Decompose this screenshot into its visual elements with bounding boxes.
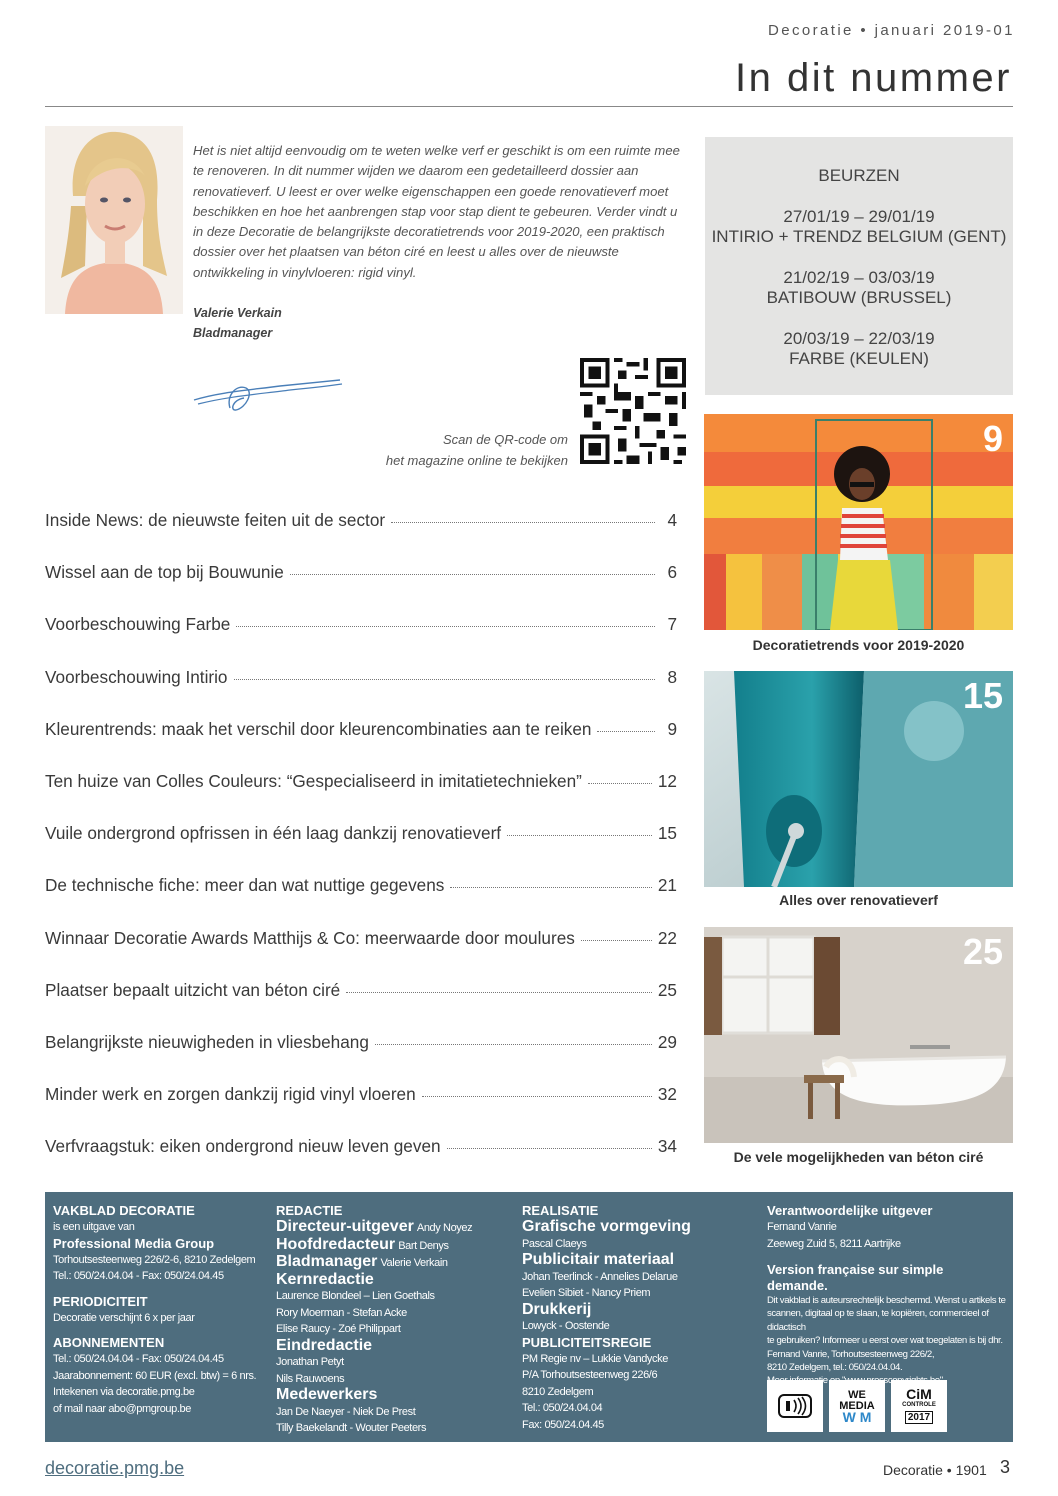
colophon-heading: REDACTIE <box>276 1203 343 1218</box>
toc-title: Voorbeschouwing Intirio <box>45 666 228 687</box>
toc-leader <box>581 940 652 941</box>
fair-name: BATIBOUW (BRUSSEL) <box>766 288 952 307</box>
colophon-publisher <box>53 1203 273 1417</box>
colophon-line: Zeeweg Zuid 5, 8211 Aartrijke <box>767 1237 901 1250</box>
toc-entry[interactable] <box>45 1084 677 1136</box>
toc-page: 22 <box>657 927 677 948</box>
colophon-heading: ABONNEMENTEN <box>53 1335 165 1350</box>
colophon-role: Bladmanager <box>276 1253 378 1270</box>
colophon-line: Fax: 050/24.04.45 <box>522 1418 604 1431</box>
toc-page: 15 <box>657 823 677 844</box>
partner-logos <box>767 1380 947 1432</box>
colophon-line: PM Regie nv – Lukkie Vandycke <box>522 1352 668 1365</box>
toc-page: 21 <box>657 875 677 896</box>
logo-text: CiM <box>906 1385 932 1402</box>
toc-title: Belangrijkste nieuwigheden in vliesbehang <box>45 1031 369 1052</box>
qr-caption-line: het magazine online te bekijken <box>385 452 568 468</box>
colophon-role: Directeur-uitgever <box>276 1218 414 1235</box>
page-title: In dit nummer <box>734 56 1012 100</box>
toc-page: 29 <box>657 1031 677 1052</box>
logo-text: WE <box>848 1388 866 1401</box>
toc-leader <box>236 626 655 627</box>
toc-page: 8 <box>667 666 677 687</box>
toc-page: 32 <box>657 1084 677 1105</box>
toc-entry[interactable] <box>45 1032 677 1084</box>
colophon-heading: VAKBLAD DECORATIE <box>53 1203 195 1218</box>
colophon-heading: PUBLICITEITSREGIE <box>522 1334 652 1350</box>
colophon-line: Elise Raucy - Zoé Philippart <box>276 1323 401 1335</box>
colophon-legal <box>767 1203 1007 1388</box>
colophon-line: is een uitgave van <box>53 1221 135 1233</box>
colophon-line: Rory Moerman - Stefan Acke <box>276 1306 407 1319</box>
feature-page-number: 15 <box>962 675 1003 716</box>
fair-dates: 27/01/19 – 29/01/19 <box>783 206 935 226</box>
fair-dates: 21/02/19 – 03/03/19 <box>783 267 935 287</box>
copyright-logo <box>767 1380 823 1432</box>
toc-title: Ten huize van Colles Couleurs: “Gespecialiseerd in imitatietechnieken” <box>45 770 582 791</box>
page-number: 3 <box>1000 1457 1011 1477</box>
colophon-line: Decoratie verschijnt 6 x per jaar <box>53 1311 195 1324</box>
toc-title: De technische fiche: meer dan wat nuttige gegevens <box>45 875 445 896</box>
colophon-line: 8210 Zedelgem, tel.: 050/24.04.04. <box>767 1362 903 1374</box>
colophon-heading: PERIODICITEIT <box>53 1293 148 1309</box>
colophon-role: Kernredactie <box>276 1270 374 1288</box>
editor-role: Bladmanager <box>193 326 273 340</box>
toc-page: 12 <box>657 770 677 791</box>
colophon-line: Lowyck - Oostende <box>522 1320 610 1332</box>
feature-image-beton-cire[interactable] <box>704 927 1013 1143</box>
feature-image-trends[interactable] <box>704 414 1013 630</box>
toc-entry[interactable] <box>45 510 677 562</box>
colophon-line: scannen, digitaal op te slaan, te kopiëren, commercieel of didactisch <box>767 1308 989 1333</box>
colophon-heading: REALISATIE <box>522 1203 599 1218</box>
qr-code[interactable] <box>580 358 686 464</box>
toc-page: 34 <box>657 1136 677 1157</box>
colophon-line: Tel.: 050/24.04.04 - Fax: 050/24.04.45 <box>53 1353 224 1365</box>
fairs-heading: BEURZEN <box>818 166 900 185</box>
colophon-role: Hoofdredacteur <box>276 1235 396 1253</box>
colophon-line: Jaarabonnement: 60 EUR (excl. btw) = 6 nrs. <box>53 1369 257 1382</box>
toc-title: Voorbeschouwing Farbe <box>45 614 231 635</box>
toc-title: Plaatser bepaalt uitzicht van béton ciré <box>45 979 341 1000</box>
toc-page: 6 <box>667 562 677 583</box>
toc-leader <box>507 835 652 836</box>
toc-entry[interactable] <box>45 875 677 927</box>
colophon-line: te gebruiken? Informeer u eerst over wat toegelaten is bij dhr. <box>767 1335 1003 1347</box>
toc-entry[interactable] <box>45 614 677 666</box>
fair-name: FARBE (KEULEN) <box>789 349 929 368</box>
colophon-line: P/A Torhoutsesteenweg 226/6 <box>522 1369 658 1381</box>
toc-title: Kleurentrends: maak het verschil door kleurencombinaties aan te reiken <box>45 718 592 739</box>
editor-signoff <box>193 303 282 343</box>
toc-title: Inside News: de nieuwste feiten uit de sector <box>45 510 386 530</box>
colophon-line: Nils Rauwoens <box>276 1372 345 1385</box>
colophon-line: Intekenen via decoratie.pmg.be <box>53 1386 195 1398</box>
toc-leader <box>588 783 652 784</box>
toc-title: Winnaar Decoratie Awards Matthijs & Co: meerwaarde door moulures <box>45 927 575 948</box>
colophon-role: Eindredactie <box>276 1336 373 1354</box>
toc-title: Minder werk en zorgen dankzij rigid vinyl vloeren <box>45 1084 416 1105</box>
colophon-line: Jonathan Petyt <box>276 1356 344 1368</box>
colophon-line: Tel.: 050/24.04.04 - Fax: 050/24.04.45 <box>53 1270 224 1282</box>
qr-caption-line: Scan de QR-code om <box>442 432 568 447</box>
toc-title: Vuile ondergrond opfrissen in één laag dankzij renovatieverf <box>45 823 502 844</box>
toc-entry[interactable] <box>45 667 677 719</box>
colophon-role: Publicitair materiaal <box>522 1251 675 1268</box>
feature-caption: Alles over renovatieverf <box>779 892 938 908</box>
editor-portrait <box>45 126 183 314</box>
feature-caption: De vele mogelijkheden van béton ciré <box>733 1149 984 1165</box>
colophon-heading: Verantwoordelijke uitgever <box>767 1203 933 1218</box>
colophon-heading: Version française sur simple demande. <box>767 1262 944 1293</box>
feature-page-number: 25 <box>962 931 1003 972</box>
title-divider <box>45 106 1013 107</box>
toc-leader <box>597 731 655 732</box>
colophon-line: 8210 Zedelgem <box>522 1385 594 1398</box>
fair-dates: 20/03/19 – 22/03/19 <box>783 328 935 348</box>
feature-caption: Decoratietrends voor 2019-2020 <box>752 637 965 653</box>
editor-name: Valerie Verkain <box>193 306 282 320</box>
logo-text: 2017 <box>905 1411 933 1424</box>
colophon-line: of mail naar abo@pmgroup.be <box>53 1402 191 1415</box>
toc-title: Verfvraagstuk: eiken ondergrond nieuw leven geven <box>45 1136 441 1157</box>
toc-entry[interactable] <box>45 562 677 614</box>
fairs-box <box>705 137 1013 395</box>
toc-entry[interactable] <box>45 928 677 980</box>
colophon-person: Andy Noyez <box>416 1222 473 1234</box>
website-link[interactable]: decoratie.pmg.be <box>45 1458 185 1478</box>
colophon-line: Evelien Sibiet - Nancy Priem <box>522 1287 651 1299</box>
toc-page: 4 <box>667 510 677 530</box>
toc-leader <box>234 679 656 680</box>
toc-entry[interactable] <box>45 980 677 1032</box>
toc-leader <box>290 574 655 575</box>
colophon-person: Bart Denys <box>398 1239 449 1252</box>
toc-leader <box>447 1148 652 1149</box>
toc-leader <box>391 522 655 523</box>
toc-page: 25 <box>657 979 677 1000</box>
colophon-line: Johan Teerlinck - Annelies Delarue <box>522 1270 678 1283</box>
colophon-production <box>522 1203 752 1433</box>
colophon-line: Fernand Vanrie, Torhoutsesteenweg 226/2, <box>767 1348 935 1360</box>
cim-logo <box>891 1380 947 1432</box>
colophon-person: Valerie Verkain <box>380 1257 448 1269</box>
colophon-role: Medewerkers <box>276 1386 378 1403</box>
colophon-line: Professional Media Group <box>53 1235 215 1251</box>
handwritten-signature <box>190 370 350 416</box>
feature-page-number: 9 <box>982 418 1003 459</box>
toc-entry[interactable] <box>45 719 677 771</box>
colophon-editorial <box>276 1203 512 1437</box>
feature-image-paint[interactable] <box>704 671 1013 887</box>
toc-entry[interactable] <box>45 1136 677 1188</box>
colophon-role: Drukkerij <box>522 1300 592 1318</box>
colophon-line: Fernand Vanrie <box>767 1221 837 1233</box>
folio: Decoratie • 1901 <box>883 1462 987 1478</box>
logo-text: CONTROLE <box>902 1401 936 1408</box>
toc-entry[interactable] <box>45 771 677 823</box>
colophon-line: Torhoutsesteenweg 226/2-6, 8210 Zedelgem <box>53 1253 256 1266</box>
we-media-logo <box>829 1380 885 1432</box>
colophon <box>45 1192 1013 1442</box>
colophon-line: Dit vakblad is auteursrechtelijk beschermd. Wenst u artikels te <box>767 1295 1006 1306</box>
toc-page: 7 <box>667 614 677 635</box>
toc-page: 9 <box>667 718 677 739</box>
toc-leader <box>346 992 652 993</box>
colophon-role: Grafische vormgeving <box>522 1218 691 1235</box>
wm-mark-icon: W M <box>842 1408 872 1425</box>
colophon-line: Laurence Blondeel – Lien Goethals <box>276 1290 435 1302</box>
fair-name: INTIRIO + TRENDZ BELGIUM (GENT) <box>711 227 1007 246</box>
colophon-line: Pascal Claeys <box>522 1237 587 1250</box>
colophon-line: Tilly Baekelandt - Wouter Peeters <box>276 1422 427 1434</box>
table-of-contents <box>45 510 677 1188</box>
logo-text: MEDIA <box>839 1399 875 1412</box>
toc-entry[interactable] <box>45 823 677 875</box>
toc-leader <box>375 1044 652 1045</box>
colophon-line: Jan De Naeyer - Niek De Prest <box>276 1405 416 1418</box>
toc-leader <box>422 1096 652 1097</box>
editorial-text: Het is niet altijd eenvoudig om te weten welke verf er geschikt is om een ruimte mee te renoveren. In dit nummer wijden we daarom een gedetailleerd dossier aan renovatieverf. U leest er over welke eigenschappen een goede renovatieverf moet beschikken en hoe het aanbrengen stap voor stap dient te gebeuren. Verder vindt u in deze Decoratie de belangrijkste decoratietrends voor 2019-2020, een praktisch dossier over het plaatsen van béton ciré en leest u alles over de nieuwste ontwikkeling in vinylvloeren: rigid vinyl. <box>193 143 680 280</box>
toc-leader <box>450 887 652 888</box>
qr-caption <box>360 430 568 471</box>
running-header: Decoratie • januari 2019-01 <box>768 22 1015 39</box>
colophon-line: Tel.: 050/24.04.04 <box>522 1402 603 1414</box>
toc-title: Wissel aan de top bij Bouwunie <box>45 562 284 583</box>
